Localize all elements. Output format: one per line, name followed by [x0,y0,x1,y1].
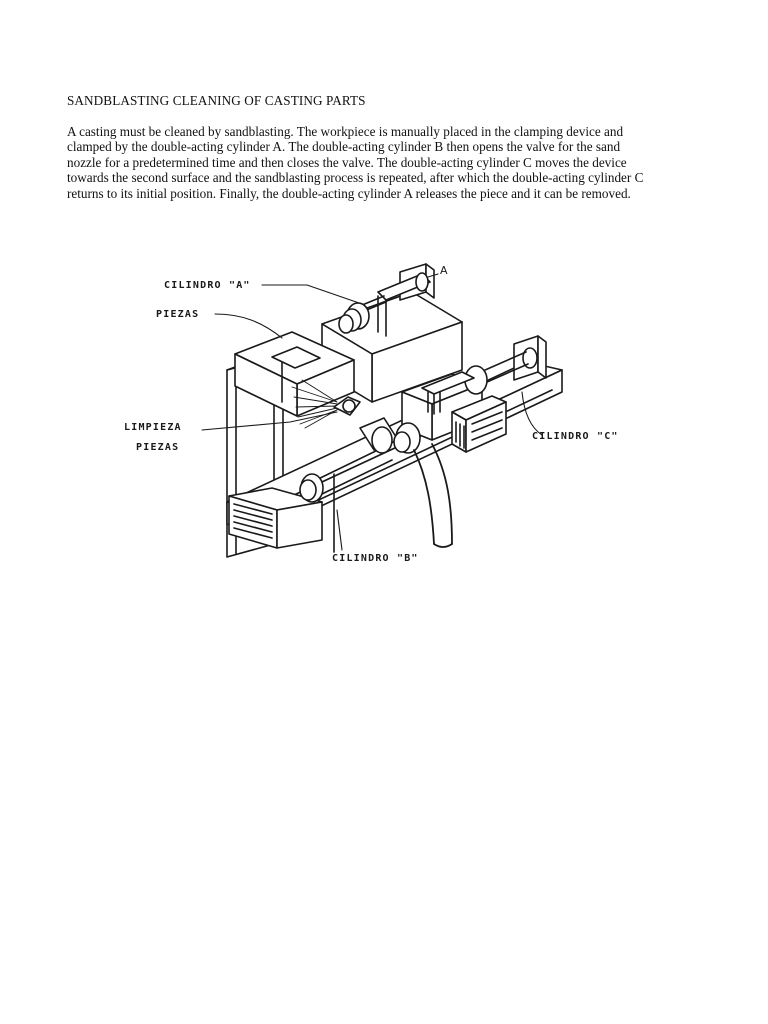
label-cilindro-a: CILINDRO "A" [164,280,251,291]
paragraph-line: A casting must be cleaned by sandblasting. The workpiece is manually placed in the clamping device and [67,124,624,139]
label-cilindro-b: CILINDRO "B" [332,553,419,564]
document-paragraph [67,124,699,201]
label-limpieza-piezas: PIEZAS [136,442,180,453]
paragraph-line: towards the second surface and the sandblasting process is repeated, after which the double-acting cylinder C [67,170,644,186]
sand-nozzle [334,397,360,415]
paragraph-line: nozzle for a predetermined time and then closes the valve. The double-acting cylinder C moves the device [67,154,627,170]
machine-illustration [122,252,636,578]
paragraph-line: returns to its initial position. Finally, the double-acting cylinder A releases the piece and it can be removed. [67,185,631,201]
label-limpieza: LIMPIEZA [124,422,182,433]
paragraph-line: clamped by the double-acting cylinder A. The double-acting cylinder B then opens the valve for the sand [67,139,621,155]
sandblasting-machine-drawing [122,252,636,578]
label-a-marker: A [440,264,448,277]
label-cilindro-c: CILINDRO "C" [532,431,619,442]
document-title: SANDBLASTING CLEANING OF CASTING PARTS [67,93,366,108]
label-piezas: PIEZAS [156,309,200,320]
